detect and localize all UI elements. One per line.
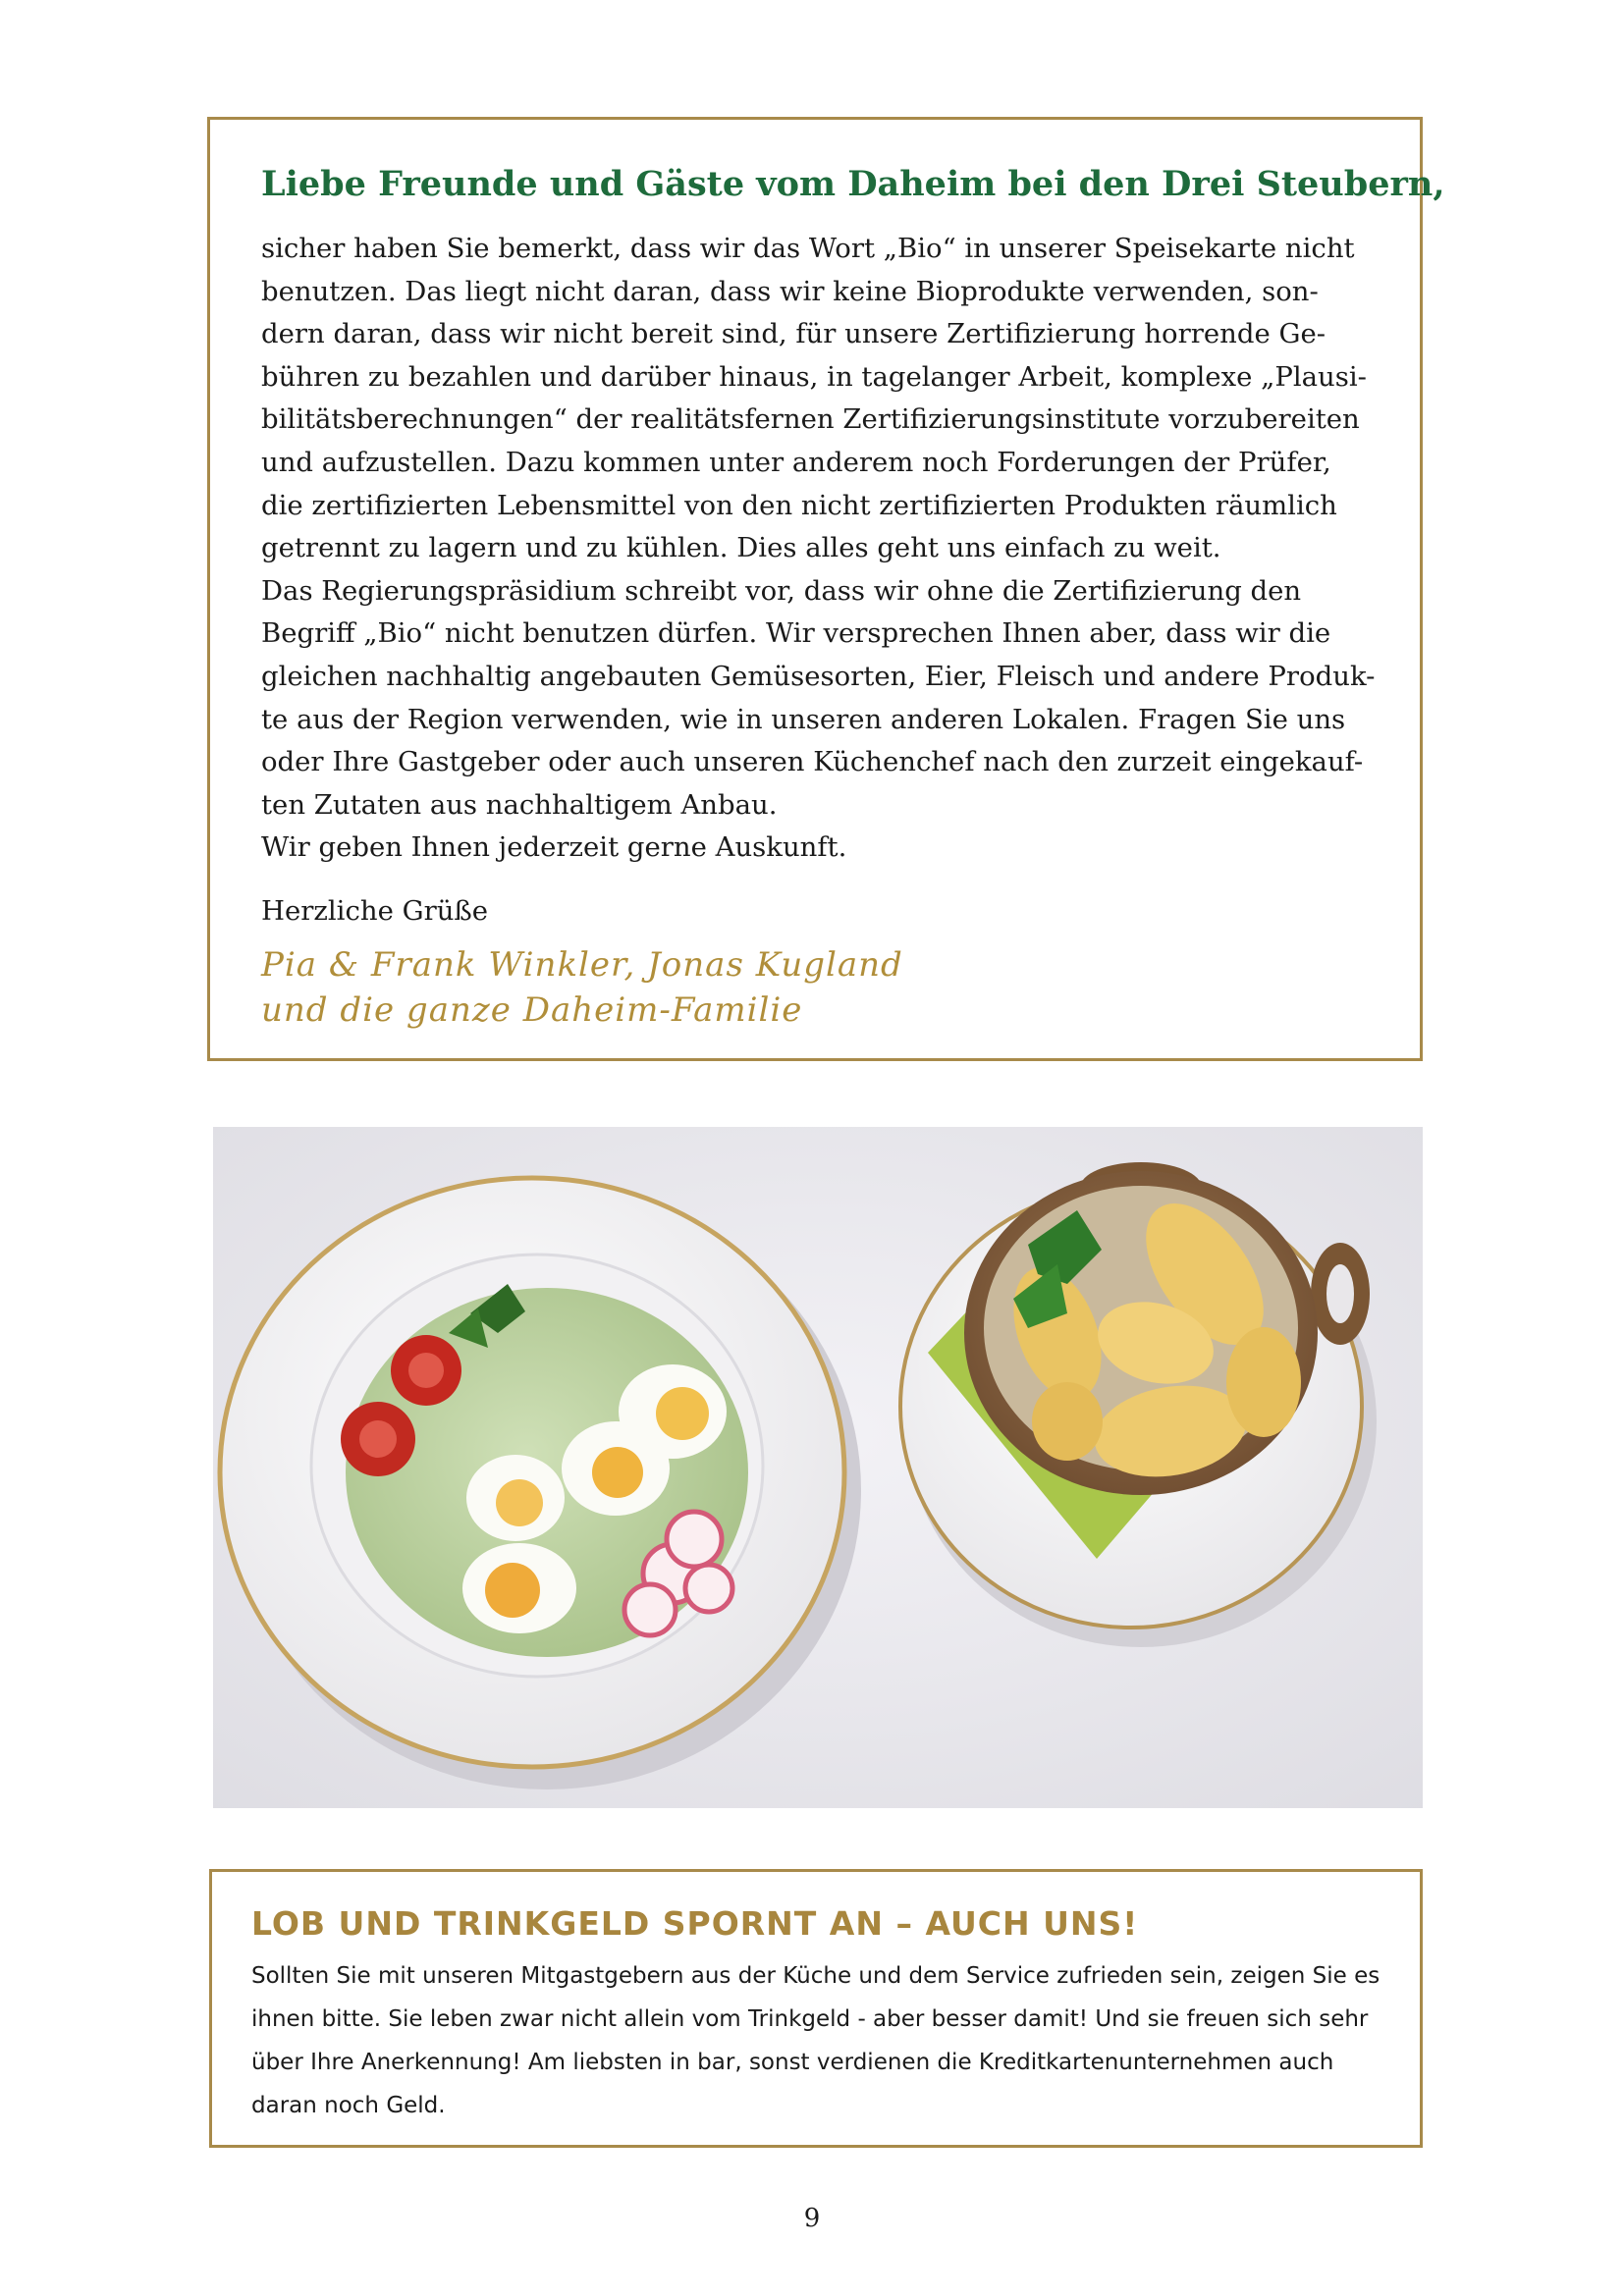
radish-slice — [685, 1565, 732, 1612]
tip-line: ihnen bitte. Sie leben zwar nicht allein vom Trinkgeld - aber besser damit! Und sie freuen sich sehr — [251, 2006, 1369, 2032]
tip-line: Sollten Sie mit unseren Mitgastgebern aus der Küche und dem Service zufrieden sein, zeigen Sie es — [251, 1963, 1380, 1989]
food-photo — [213, 1127, 1423, 1808]
letter-greeting: Liebe Freunde und Gäste vom Daheim bei den Drei Steubern, — [261, 164, 1445, 204]
signature-line: und die ganze Daheim-Familie — [261, 989, 803, 1030]
egg-yolk — [485, 1563, 540, 1618]
tip-heading: LOB UND TRINKGELD SPORNT AN – AUCH UNS! — [251, 1904, 1139, 1943]
letter-line: benutzen. Das liegt nicht daran, dass wir keine Bioprodukte verwenden, son- — [261, 275, 1319, 307]
pot-handle-hole — [1326, 1264, 1354, 1323]
letter-body — [261, 228, 1376, 870]
tip-line: über Ihre Anerkennung! Am liebsten in bar, sonst verdienen die Kreditkartenunternehmen auch — [251, 2050, 1334, 2075]
potato — [1032, 1382, 1103, 1461]
egg-yolk — [496, 1479, 543, 1526]
letter-line: getrennt zu lagern und zu kühlen. Dies alles geht uns einfach zu weit. — [261, 532, 1221, 564]
radish-slice — [624, 1584, 676, 1635]
letter-line: ten Zutaten aus nachhaltigem Anbau. — [261, 788, 778, 821]
letter-line: Wir geben Ihnen jederzeit gerne Auskunft. — [261, 831, 847, 864]
tomato-center — [408, 1353, 444, 1388]
signature — [261, 942, 1371, 1033]
tip-line: daran noch Geld. — [251, 2093, 446, 2118]
letter-line: bilitätsberechnungen“ der realitätsfernen Zertifizierungsinstitute vorzubereiten — [261, 403, 1360, 436]
letter-line: bühren zu bezahlen und darüber hinaus, in tagelanger Arbeit, komplexe „Plausi- — [261, 360, 1367, 393]
signature-line: Pia & Frank Winkler, Jonas Kugland — [261, 944, 903, 985]
egg-yolk — [592, 1447, 643, 1498]
letter-closing: Herzliche Grüße — [261, 894, 489, 927]
egg-yolk — [656, 1387, 709, 1440]
letter-line: sicher haben Sie bemerkt, dass wir das Wort „Bio“ in unserer Speisekarte nicht — [261, 233, 1355, 264]
radish-slice — [667, 1512, 722, 1567]
tip-box — [209, 1869, 1423, 2148]
letter-line: te aus der Region verwenden, wie in unseren anderen Lokalen. Fragen Sie uns — [261, 703, 1346, 735]
letter-line: oder Ihre Gastgeber oder auch unseren Küchenchef nach den zurzeit eingekauf- — [261, 746, 1364, 778]
page-number: 9 — [803, 2204, 821, 2233]
letter-box — [207, 117, 1445, 1061]
letter-line: gleichen nachhaltig angebauten Gemüsesorten, Eier, Fleisch und andere Produk- — [261, 660, 1376, 692]
letter-line: die zertifizierten Lebensmittel von den nicht zertifizierten Produkten räumlich — [261, 489, 1337, 521]
letter-line: Das Regierungspräsidium schreibt vor, dass wir ohne die Zertifizierung den — [261, 574, 1302, 607]
tomato-center — [359, 1420, 397, 1458]
letter-line: und aufzustellen. Dazu kommen unter anderem noch Forderungen der Prüfer, — [261, 446, 1331, 478]
letter-line: Begriff „Bio“ nicht benutzen dürfen. Wir versprechen Ihnen aber, dass wir die — [261, 617, 1331, 650]
potato — [1226, 1327, 1301, 1437]
letter-line: dern daran, dass wir nicht bereit sind, für unsere Zertifizierung horrende Ge- — [261, 318, 1326, 350]
